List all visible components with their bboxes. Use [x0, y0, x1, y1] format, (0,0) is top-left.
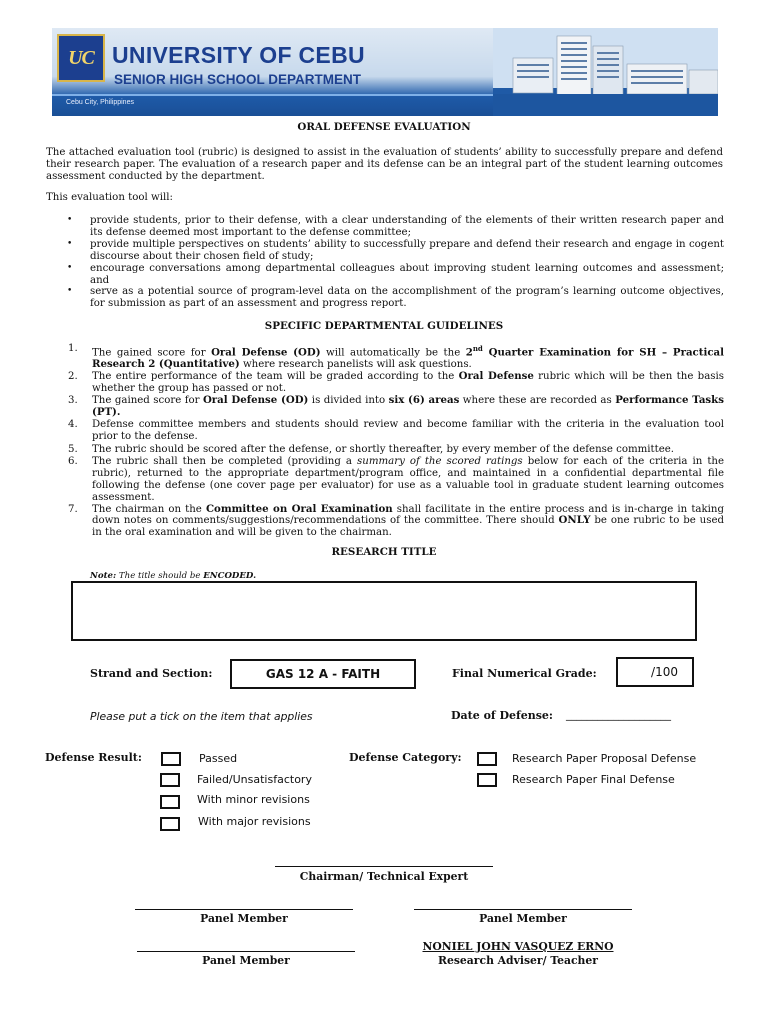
list-item: • provide students, prior to their defense, with a clear understanding of the elements of their written research paper and its defense deemed most important to the defense committee;	[67, 215, 724, 238]
research-title-heading: RESEARCH TITLE	[331, 546, 437, 558]
panel-1-signature-line[interactable]	[135, 909, 353, 910]
failed-label: Failed/Unsatisfactory	[197, 773, 312, 786]
tool-intro: This evaluation tool will:	[46, 192, 173, 203]
list-item: 6. The rubric shall then be completed (providing a summary of the scored ratings below for each of the criteria in the rubric), returned to the appropriate department/program office, and maintained in a confidential departmental file following the defense (one cover page per evaluator) for use as a valuable tool in graduate student learning outcomes assessment.	[68, 455, 725, 503]
adviser-role: Research Adviser/ Teacher	[438, 954, 598, 967]
strand-section-field[interactable]	[230, 659, 416, 689]
banner-location: Cebu City, Philippines	[66, 99, 134, 106]
date-label: Date of Defense:	[451, 709, 553, 722]
university-logo: UC	[57, 34, 105, 82]
page-title: ORAL DEFENSE EVALUATION	[297, 121, 471, 133]
panel-3-signature-line[interactable]	[137, 951, 355, 952]
list-item: 4. Defense committee members and students should review and become familiar with the criteria in the evaluation tool prior to the defense.	[68, 418, 724, 443]
list-item: • encourage conversations among departmental colleagues about improving student learning outcomes and assessment; and	[67, 262, 724, 286]
final-defense-checkbox[interactable]	[477, 773, 497, 787]
major-revisions-checkbox[interactable]	[160, 817, 180, 831]
passed-checkbox[interactable]	[161, 752, 181, 766]
panel-member-1-role: Panel Member	[200, 912, 288, 925]
defense-category-label: Defense Category:	[349, 751, 462, 764]
list-item: 5. The rubric should be scored after the defense, or shortly thereafter, by every member of the defense committee.	[68, 444, 675, 456]
list-item: 1. The gained score for Oral Defense (OD) will automatically be the 2nd Quarter Examination for SH – Practical Research 2 (Quantitative) where research panelists will ask questions.	[68, 343, 724, 371]
proposal-defense-checkbox[interactable]	[477, 752, 497, 766]
major-revisions-label: With major revisions	[198, 815, 311, 828]
chairman-signature-line[interactable]	[275, 866, 493, 867]
research-title-note: Note: The title should be ENCODED.	[90, 571, 257, 581]
panel-2-signature-line[interactable]	[414, 909, 632, 910]
list-item: 7. The chairman on the Committee on Oral Examination shall facilitate in the entire process and is in-charge in taking down notes on comments/suggestions/recommendations of the committee. There should ONLY be one rubric to be used in the oral examination and will be given to the chairman.	[68, 502, 725, 539]
chairman-role: Chairman/ Technical Expert	[299, 870, 469, 883]
university-banner	[52, 28, 718, 116]
university-name: UNIVERSITY OF CEBU	[112, 42, 365, 68]
list-item: 2. The entire performance of the team will be graded according to the Oral Defense rubric which will be then the basis whether the group has passed or not.	[68, 370, 724, 395]
minor-revisions-label: With minor revisions	[197, 793, 310, 806]
bullet-icon: •	[67, 286, 73, 297]
adviser-name: NONIEL JOHN VASQUEZ ERNO	[422, 940, 614, 953]
list-item: • provide multiple perspectives on students’ ability to successfully prepare and defend their research and engage in cogent discourse about their chosen field of study;	[67, 238, 724, 262]
proposal-defense-label: Research Paper Proposal Defense	[512, 752, 697, 765]
research-title-input[interactable]	[71, 581, 697, 641]
strand-label: Strand and Section:	[90, 667, 213, 680]
final-grade-value: /100	[651, 665, 678, 679]
strand-section-value: GAS 12 A - FAITH	[265, 667, 381, 681]
bullet-icon: •	[67, 215, 73, 225]
department-name: SENIOR HIGH SCHOOL DEPARTMENT	[114, 72, 362, 87]
panel-member-2-role: Panel Member	[479, 912, 567, 925]
final-grade-field[interactable]	[616, 657, 694, 687]
final-defense-label: Research Paper Final Defense	[512, 773, 675, 786]
guidelines-list	[66, 343, 724, 539]
list-item: • serve as a potential source of program-level data on the accomplishment of the program’s learning outcome objectives, for submission as part of an assessment and progress report.	[67, 286, 724, 310]
passed-label: Passed	[199, 752, 238, 765]
bullet-icon: •	[67, 262, 73, 273]
defense-result-label: Defense Result:	[45, 751, 142, 764]
guidelines-heading: SPECIFIC DEPARTMENTAL GUIDELINES	[264, 320, 504, 332]
intro-paragraph: The attached evaluation tool (rubric) is designed to assist in the evaluation of students’ ability to successfully prepare and defend their research paper. The evaluation of a research paper and its defense can be an integral part of the student learning outcomes assessment conducted by the department.	[46, 147, 723, 183]
tick-instruction: Please put a tick on the item that applies	[90, 710, 313, 723]
purpose-list	[64, 215, 724, 310]
date-of-defense-field[interactable]: ____________________	[566, 709, 671, 721]
list-item: 3. The gained score for Oral Defense (OD) is divided into six (6) areas where these are recorded as Performance Tasks (PT).	[68, 394, 724, 418]
failed-checkbox[interactable]	[160, 773, 180, 787]
minor-revisions-checkbox[interactable]	[160, 795, 180, 809]
bullet-icon: •	[67, 238, 73, 249]
grade-label: Final Numerical Grade:	[452, 667, 597, 680]
campus-building-image	[493, 28, 718, 116]
panel-member-3-role: Panel Member	[202, 954, 290, 967]
